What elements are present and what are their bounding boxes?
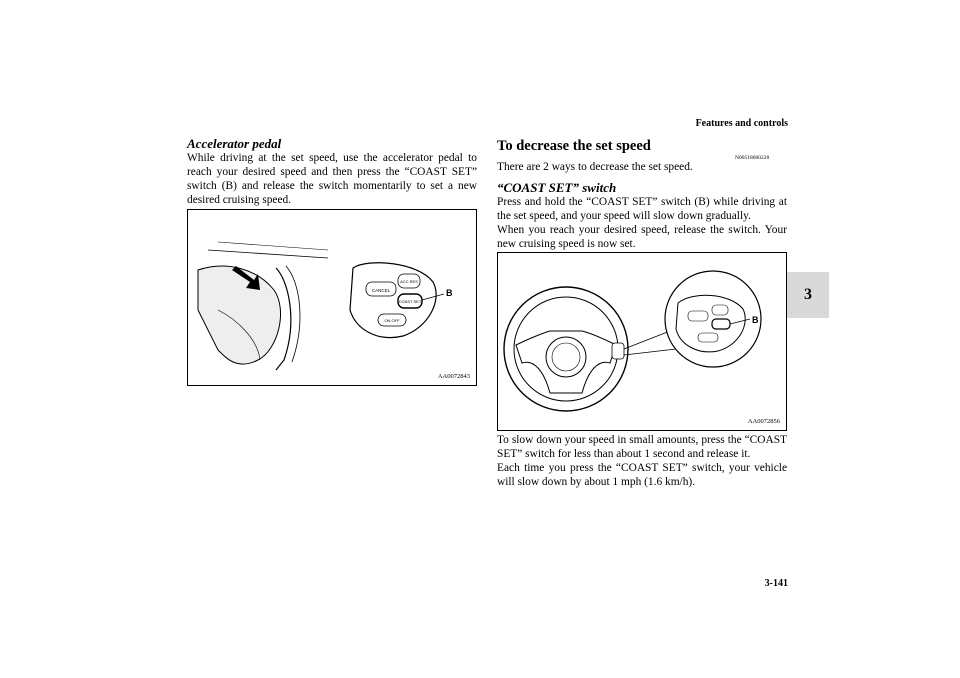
decrease-speed-heading: To decrease the set speed (497, 138, 651, 154)
small-amount-text: To slow down your speed in small amounts, press the “COAST SET” switch for less than about 1 second and release it. (497, 434, 787, 460)
figure-code: AA0072843 (437, 373, 470, 380)
acc-res-button-label: ACC RES (400, 279, 418, 284)
switch-b-label-right: B (752, 315, 759, 325)
steering-wheel-figure (497, 252, 787, 431)
running-header: Features and controls (695, 118, 788, 129)
coast-set-text-1: Press and hold the “COAST SET” switch (B) while driving at the set speed, and your speed will slow down gradually. (497, 196, 787, 222)
chapter-tab (787, 272, 829, 318)
coast-set-text-2: When you reach your desired speed, release the switch. Your new cruising speed is now set. (497, 224, 787, 250)
chapter-tab-label: 3 (804, 286, 812, 303)
accelerator-illustration (188, 210, 476, 385)
decrease-speed-intro: There are 2 ways to decrease the set speed. (497, 161, 693, 173)
switch-b-label: B (446, 288, 453, 298)
figure-code-right: AA0072856 (747, 418, 780, 425)
cancel-button-label: CANCEL (371, 288, 391, 293)
steering-wheel-illustration (498, 253, 786, 430)
page-number: 3-141 (764, 578, 788, 589)
coast-set-button-label: COAST SET (398, 299, 422, 304)
accelerator-pedal-heading: Accelerator pedal (187, 136, 282, 151)
section-code: N00518600228 (735, 155, 770, 161)
on-off-button-label: ON OFF (384, 318, 400, 323)
coast-set-heading: “COAST SET” switch (497, 180, 617, 195)
each-press-text: Each time you press the “COAST SET” switch, your vehicle will slow down by about 1 mph (1.6 km/h). (497, 462, 787, 488)
accelerator-pedal-text: While driving at the set speed, use the accelerator pedal to reach your desired speed and then press the “COAST SET” switch (B) and release the switch momentarily to set a new desired cruising speed. (187, 152, 477, 206)
accelerator-figure (187, 209, 477, 386)
